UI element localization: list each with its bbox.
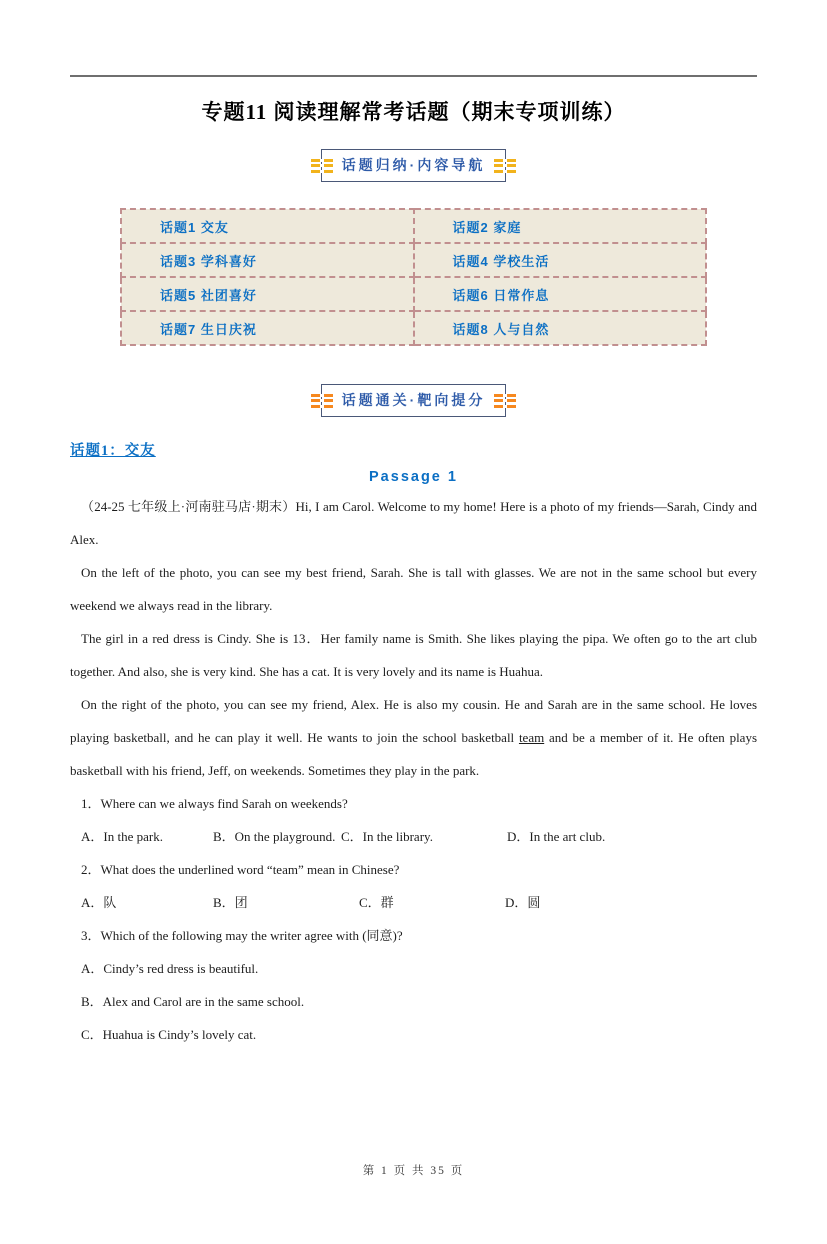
option-c: C．群 [359,895,394,910]
questions-block [70,787,757,1051]
passage-paragraph-3: The girl in a red dress is Cindy. She is 13．Her family name is Smith. She likes playing the pipa. We often go to the art club together. And also, she is very kind. She has a cat. It is very lovely and its name is Huahua. [70,631,757,679]
option-d: D．In the art club. [507,829,606,844]
option-a: A．队 [81,895,117,910]
topic-cell-3: 话题3 学科喜好 [121,243,414,277]
option-a: A．In the park. [81,829,163,844]
banner-score-boost-label: 话题通关·靶向提分 [341,392,486,408]
source-tag: （24-25 七年级上·河南驻马店·期末） [81,499,296,514]
banner-score-boost [321,384,507,417]
option-b: B．Alex and Carol are in the same school. [81,994,305,1009]
question-1: 1．Where can we always find Sarah on weekends? [81,796,348,811]
reading-passage [70,490,757,787]
table-row [121,277,706,311]
question-2: 2．What does the underlined word “team” mean in Chinese? [81,862,400,877]
hash-marks-icon [494,394,516,408]
paragraph-text: Hi, I am Carol. Welcome to my home! Here is a photo of my friends—Sarah, Cindy and Alex. [70,499,757,547]
section-heading-topic1: 话题1：交友 [70,443,156,459]
option-b: B．团 [213,895,248,910]
banner-score-boost-wrap [70,384,757,417]
topic-cell-8: 话题8 人与自然 [414,311,707,345]
passage-paragraph-1 [70,490,757,556]
underlined-word-team: team [518,730,545,745]
topic-cell-5: 话题5 社团喜好 [121,277,414,311]
banner-topic-nav [321,149,507,182]
topic-cell-2: 话题2 家庭 [414,209,707,243]
passage-label: Passage 1 [369,469,458,485]
header-rule [70,75,757,77]
hash-marks-icon [311,159,333,173]
topic-cell-6: 话题6 日常作息 [414,277,707,311]
option-c: C．In the library. [341,829,433,844]
topic-cell-7: 话题7 生日庆祝 [121,311,414,345]
question-1-options [70,820,757,853]
passage-paragraph-4 [70,688,757,787]
paragraph-text: and be a member of it. He often plays basketball with his friend, Jeff, on weekends. Sometimes they play in the park. [70,730,758,778]
question-2-options [70,886,757,919]
table-row [121,311,706,345]
option-c: C．Huahua is Cindy’s lovely cat. [81,1027,257,1042]
question-3: 3．Which of the following may the writer agree with (同意)? [81,928,403,943]
passage-paragraph-2: On the left of the photo, you can see my best friend, Sarah. She is tall with glasses. We are not in the same school but every weekend we always read in the library. [70,565,757,613]
topics-table [120,208,707,346]
table-row [121,243,706,277]
banner-topic-nav-label: 话题归纳·内容导航 [341,157,486,173]
option-a: A．Cindy’s red dress is beautiful. [81,961,259,976]
page-title: 专题11 阅读理解常考话题（期末专项训练） [201,100,626,124]
banner-topic-nav-wrap [70,149,757,182]
paragraph-text: On the right of the photo, you can see my friend, Alex. He is also my cousin. He and Sarah are in the same school. He loves playing basketball, and he can play it well. He wants to join the school basketball [70,697,757,745]
page-number-footer: 第 1 页 共 35 页 [362,1165,465,1177]
hash-marks-icon [494,159,516,173]
table-row [121,209,706,243]
topic-cell-4: 话题4 学校生活 [414,243,707,277]
hash-marks-icon [311,394,333,408]
topic-cell-1: 话题1 交友 [121,209,414,243]
option-b: B．On the playground. [213,829,336,844]
option-d: D．圆 [505,895,541,910]
document-page [0,75,827,1051]
